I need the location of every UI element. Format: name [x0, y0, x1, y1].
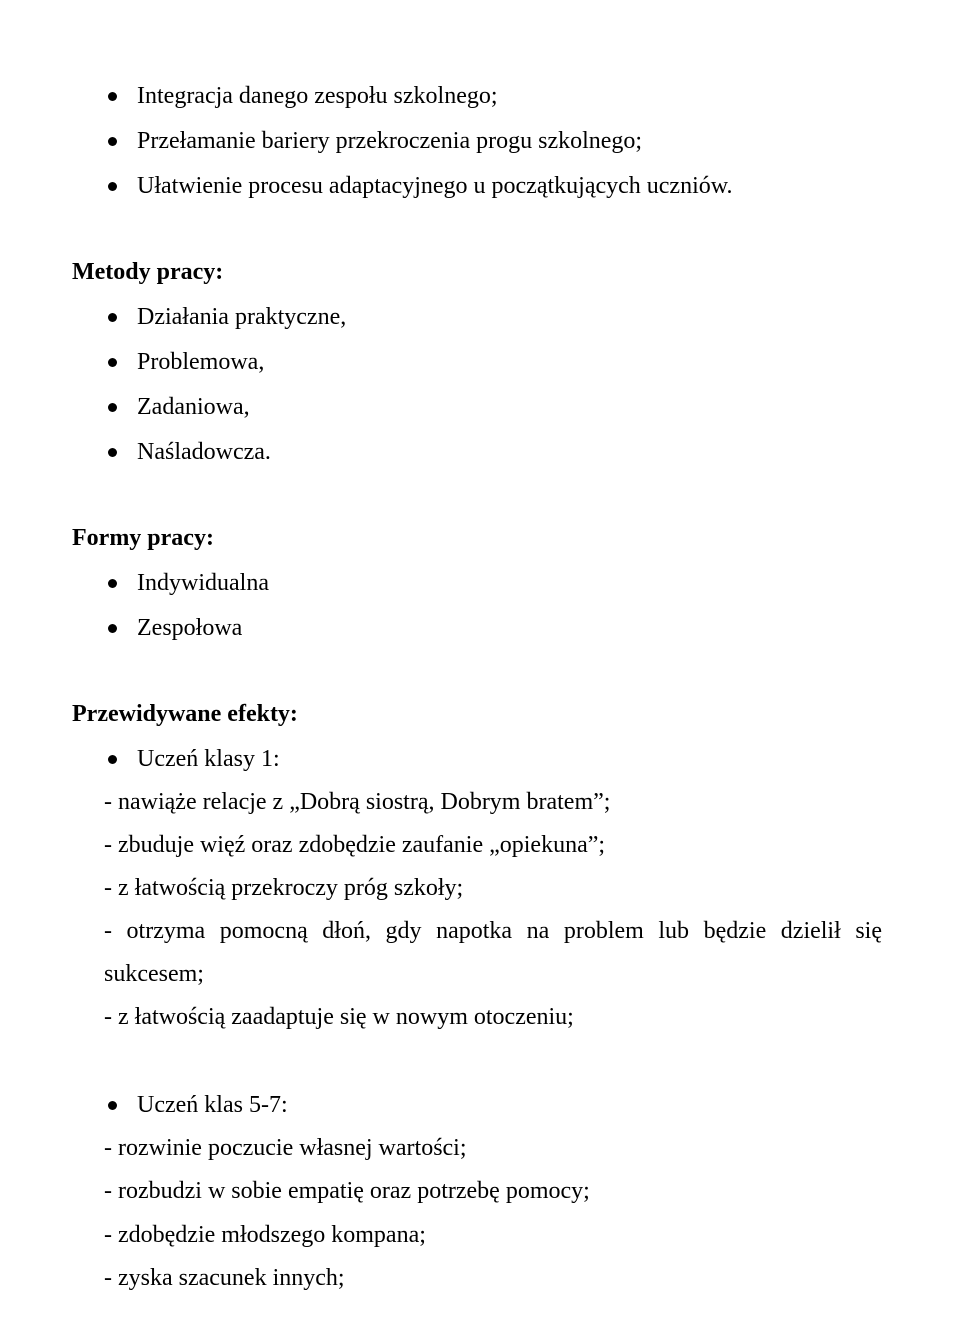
- bullet-icon: [108, 92, 117, 101]
- effect-line: - zbuduje więź oraz zdobędzie zaufanie „opiekuna”;: [104, 832, 606, 858]
- list-item-text: Integracja danego zespołu szkolnego;: [137, 83, 498, 109]
- effect-line: - rozbudzi w sobie empatię oraz potrzebę pomocy;: [104, 1178, 590, 1204]
- list-item-text: Ułatwienie procesu adaptacyjnego u początkujących uczniów.: [137, 173, 733, 199]
- bullet-icon: [108, 1101, 117, 1110]
- list-item: [104, 345, 264, 379]
- section-heading-effects: Przewidywane efekty:: [72, 701, 298, 727]
- list-item-text: Indywidualna: [137, 570, 269, 596]
- list-item-text: Zadaniowa,: [137, 394, 250, 420]
- list-item: [104, 611, 242, 645]
- list-item: [104, 124, 642, 158]
- bullet-icon: [108, 313, 117, 322]
- list-item: [104, 566, 269, 600]
- group-label-class1: Uczeń klasy 1:: [137, 746, 280, 772]
- list-item-text: Zespołowa: [137, 615, 243, 641]
- list-item: [104, 169, 733, 203]
- bullet-icon: [108, 755, 117, 764]
- effect-line: - z łatwością zaadaptuje się w nowym otoczeniu;: [104, 1004, 574, 1030]
- section-heading-methods: Metody pracy:: [72, 259, 224, 285]
- list-item-text: Działania praktyczne,: [137, 304, 347, 330]
- list-item: [104, 1088, 288, 1122]
- section-heading-forms: Formy pracy:: [72, 525, 214, 551]
- bullet-icon: [108, 579, 117, 588]
- effect-line: - zdobędzie młodszego kompana;: [104, 1222, 426, 1248]
- list-item-text: Naśladowcza.: [137, 439, 271, 465]
- list-item: [104, 742, 280, 776]
- bullet-icon: [108, 182, 117, 191]
- bullet-icon: [108, 358, 117, 367]
- list-item-text: Przełamanie bariery przekroczenia progu szkolnego;: [137, 128, 643, 154]
- list-item-text: Problemowa,: [137, 349, 265, 375]
- effect-line: - z łatwością przekroczy próg szkoły;: [104, 875, 464, 901]
- effect-line: - zyska szacunek innych;: [104, 1265, 345, 1291]
- effect-line: - rozwinie poczucie własnej wartości;: [104, 1135, 467, 1161]
- list-item: [104, 300, 346, 334]
- group-label-class5-7: Uczeń klas 5-7:: [137, 1092, 288, 1118]
- effect-line: - nawiąże relacje z „Dobrą siostrą, Dobrym bratem”;: [104, 789, 611, 815]
- list-item: [104, 79, 498, 113]
- bullet-icon: [108, 624, 117, 633]
- bullet-icon: [108, 448, 117, 457]
- effect-line: - otrzyma pomocną dłoń, gdy napotka na problem lub będzie dzielił się: [104, 918, 882, 944]
- bullet-icon: [108, 137, 117, 146]
- list-item: [104, 390, 250, 424]
- bullet-icon: [108, 403, 117, 412]
- effect-line: sukcesem;: [104, 961, 204, 987]
- list-item: [104, 435, 271, 469]
